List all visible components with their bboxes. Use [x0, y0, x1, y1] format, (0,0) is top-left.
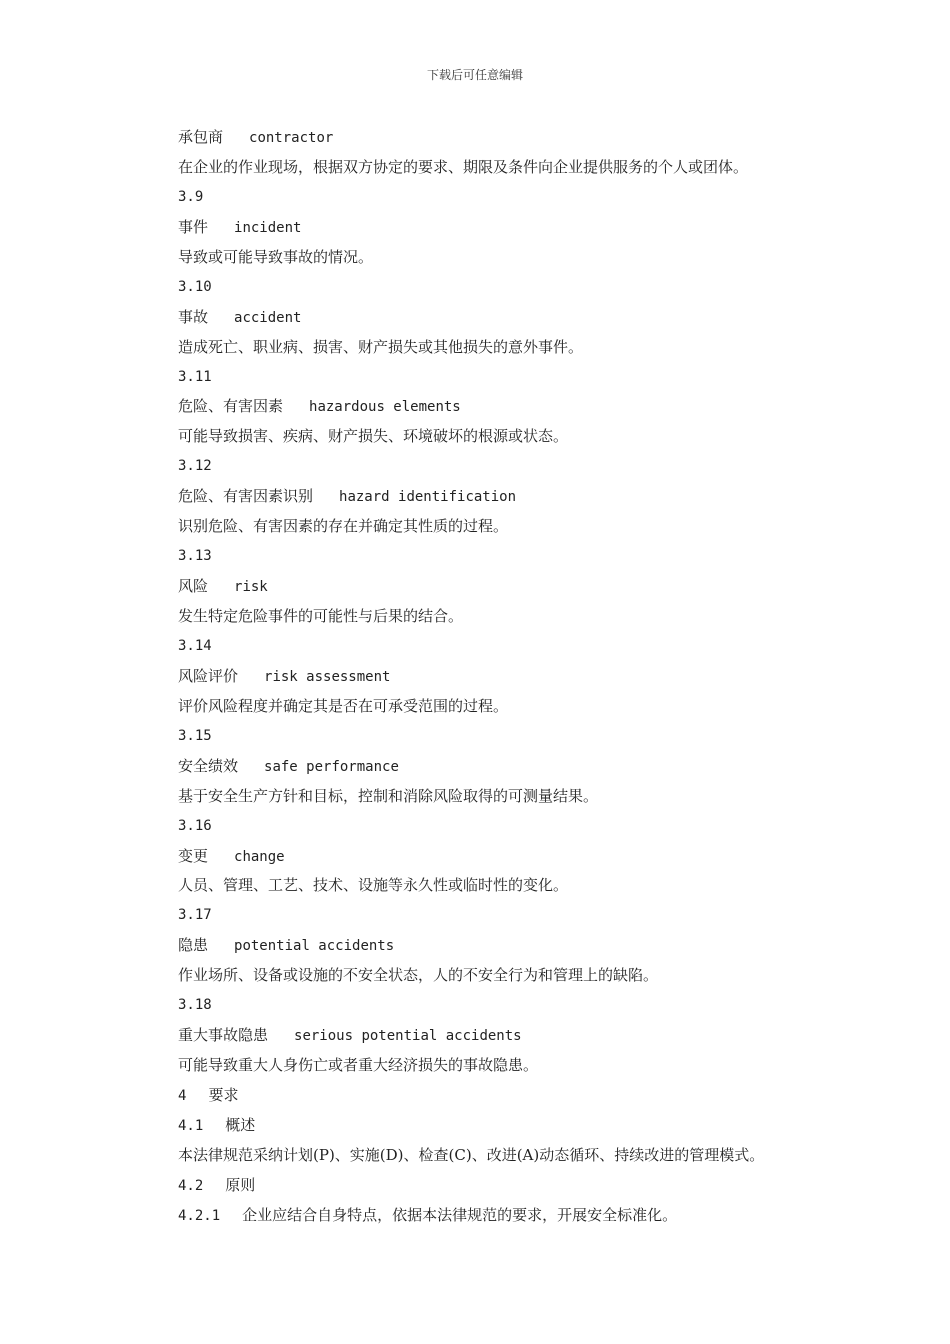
term-definition-heading	[178, 123, 878, 153]
section-number: 4.2.1	[178, 1207, 221, 1224]
term-definition-heading	[178, 1021, 878, 1051]
term-chinese: 事故	[178, 307, 209, 326]
term-english: incident	[234, 219, 302, 236]
page-header: 下载后可任意编辑	[426, 68, 523, 82]
term-chinese: 事件	[178, 217, 209, 236]
definition-text: 在企业的作业现场，根据双方协定的要求、期限及条件向企业提供服务的个人或团体。	[178, 157, 749, 176]
term-english: hazard identification	[339, 489, 517, 506]
term-definition-heading	[178, 752, 878, 782]
term-chinese: 风险	[178, 577, 209, 596]
section-heading	[178, 1201, 878, 1231]
clause-number: 3.17	[178, 907, 212, 924]
clause-number: 3.16	[178, 817, 212, 834]
clause-number: 3.12	[178, 458, 212, 475]
term-definition-heading	[178, 572, 878, 602]
document-body	[178, 123, 878, 1231]
definition-text: 发生特定危险事件的可能性与后果的结合。	[178, 607, 464, 625]
definition-text: 作业场所、设备或设施的不安全状态，人的不安全行为和管理上的缺陷。	[178, 966, 659, 985]
term-english: hazardous elements	[309, 399, 461, 416]
section-number: 4	[178, 1088, 187, 1104]
term-definition-heading	[178, 303, 878, 333]
term-chinese: 重大事故隐患	[178, 1026, 269, 1045]
definition-text: 人员、管理、工艺、技术、设施等永久性或临时性的变化。	[178, 876, 569, 895]
clause-number: 3.15	[178, 727, 212, 744]
term-definition-heading	[178, 662, 878, 692]
section-heading	[178, 1081, 878, 1111]
term-english: contractor	[249, 130, 334, 146]
clause-number: 3.10	[178, 278, 212, 295]
term-definition-heading	[178, 213, 878, 243]
term-definition-heading	[178, 482, 878, 512]
term-english: change	[234, 848, 285, 865]
definition-text: 导致或可能导致事故的情况。	[178, 247, 374, 266]
term-definition-heading	[178, 842, 878, 872]
term-chinese: 变更	[178, 846, 209, 865]
definition-text: 可能导致重大人身伤亡或者重大经济损失的事故隐患。	[178, 1056, 539, 1075]
section-title: 企业应结合自身特点，依据本法律规范的要求，开展安全标准化。	[242, 1205, 678, 1224]
definition-text: 造成死亡、职业病、损害、财产损失或其他损失的意外事件。	[178, 337, 584, 356]
clause-number: 3.18	[178, 997, 212, 1014]
section-heading	[178, 1171, 878, 1201]
section-number: 4.2	[178, 1177, 204, 1194]
section-title: 概述	[225, 1115, 256, 1134]
term-definition-heading	[178, 392, 878, 422]
definition-text: 可能导致损害、疾病、财产损失、环境破坏的根源或状态。	[178, 427, 569, 446]
term-chinese: 安全绩效	[178, 756, 239, 775]
term-chinese: 危险、有害因素	[178, 397, 284, 416]
definition-text: 基于安全生产方针和目标，控制和消除风险取得的可测量结果。	[178, 786, 599, 805]
clause-number: 3.11	[178, 368, 212, 385]
term-chinese: 隐患	[178, 936, 209, 955]
term-english: potential accidents	[234, 938, 395, 955]
section-title: 原则	[225, 1175, 256, 1194]
section-heading	[178, 1111, 878, 1141]
term-english: accident	[234, 309, 302, 326]
clause-number: 3.9	[178, 188, 204, 205]
term-english: risk	[234, 579, 268, 596]
term-english: safe performance	[264, 758, 399, 775]
term-chinese: 风险评价	[178, 666, 239, 685]
clause-number: 3.13	[178, 548, 212, 565]
term-english: risk assessment	[264, 668, 391, 685]
definition-text: 识别危险、有害因素的存在并确定其性质的过程。	[178, 517, 509, 536]
section-number: 4.1	[178, 1117, 204, 1134]
term-definition-heading	[178, 931, 878, 961]
clause-number: 3.14	[178, 637, 212, 654]
section-title: 要求	[208, 1086, 239, 1104]
term-english: serious potential accidents	[294, 1028, 522, 1045]
definition-text: 评价风险程度并确定其是否在可承受范围的过程。	[178, 696, 509, 715]
term-chinese: 危险、有害因素识别	[178, 487, 314, 506]
definition-text: 本法律规范采纳计划(P)、实施(D)、检查(C)、改进(A)动态循环、持续改进的管理模式。	[178, 1145, 765, 1164]
term-chinese: 承包商	[178, 128, 224, 146]
